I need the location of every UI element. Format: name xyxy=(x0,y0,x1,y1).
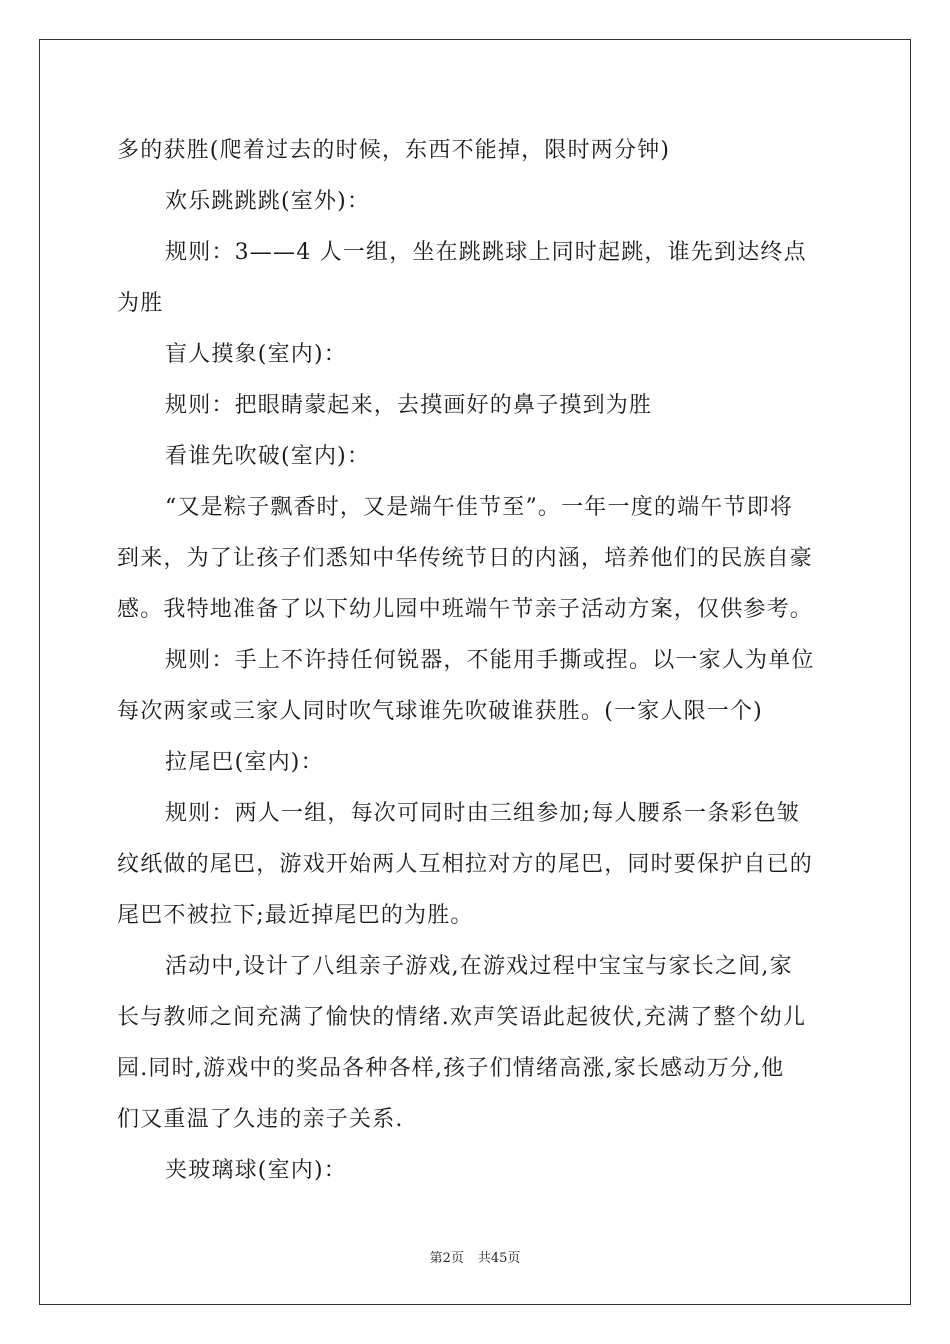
paragraph-line: 感。我特地准备了以下幼儿园中班端午节亲子活动方案，仅供参考。 xyxy=(117,597,814,622)
section-heading: 欢乐跳跳跳(室外)： xyxy=(165,189,371,214)
section-heading: 盲人摸象(室内)： xyxy=(165,342,347,367)
section-heading: 看谁先吹破(室内)： xyxy=(165,444,371,469)
page-number: 第2页 xyxy=(429,1251,464,1266)
paragraph-line: 长与教师之间充满了愉快的情绪.欢声笑语此起彼伏,充满了整个幼儿 xyxy=(117,1005,807,1030)
section-heading: 拉尾巴(室内)： xyxy=(165,750,324,775)
body-line: 多的获胜(爬着过去的时候，东西不能掉，限时两分钟) xyxy=(117,138,671,163)
page-footer xyxy=(0,1247,950,1266)
rule-text: 规则：把眼睛蒙起来，去摸画好的鼻子摸到为胜 xyxy=(165,393,653,418)
rule-text: 规则：手上不许持任何锐器，不能用手撕或捏。以一家人为单位 xyxy=(165,648,815,673)
document-body xyxy=(117,125,835,1196)
body-line: 为胜 xyxy=(117,291,164,316)
body-line: 尾巴不被拉下;最近掉尾巴的为胜。 xyxy=(117,903,474,928)
paragraph-line: 园.同时,游戏中的奖品各种各样,孩子们情绪高涨,家长感动万分,他 xyxy=(117,1056,785,1081)
page-total: 共45页 xyxy=(477,1251,521,1266)
paragraph-line: “又是粽子飘香时，又是端午佳节至”。一年一度的端午节即将 xyxy=(165,495,794,520)
body-line: 每次两家或三家人同时吹气球谁先吹破谁获胜。(一家人限一个) xyxy=(117,699,763,724)
section-heading: 夹玻璃球(室内)： xyxy=(165,1158,347,1183)
rule-text: 规则：3——4 人一组，坐在跳跳球上同时起跳，谁先到达终点 xyxy=(165,240,807,265)
paragraph-line: 到来，为了让孩子们悉知中华传统节日的内涵，培养他们的民族自豪 xyxy=(117,546,814,571)
rule-text: 规则：两人一组，每次可同时由三组参加;每人腰系一条彩色皱 xyxy=(165,801,801,826)
paragraph-line: 们又重温了久违的亲子关系. xyxy=(117,1107,404,1132)
paragraph-line: 活动中,设计了八组亲子游戏,在游戏过程中宝宝与家长之间,家 xyxy=(165,954,793,979)
body-line: 纹纸做的尾巴，游戏开始两人互相拉对方的尾巴，同时要保护自已的 xyxy=(117,852,814,877)
